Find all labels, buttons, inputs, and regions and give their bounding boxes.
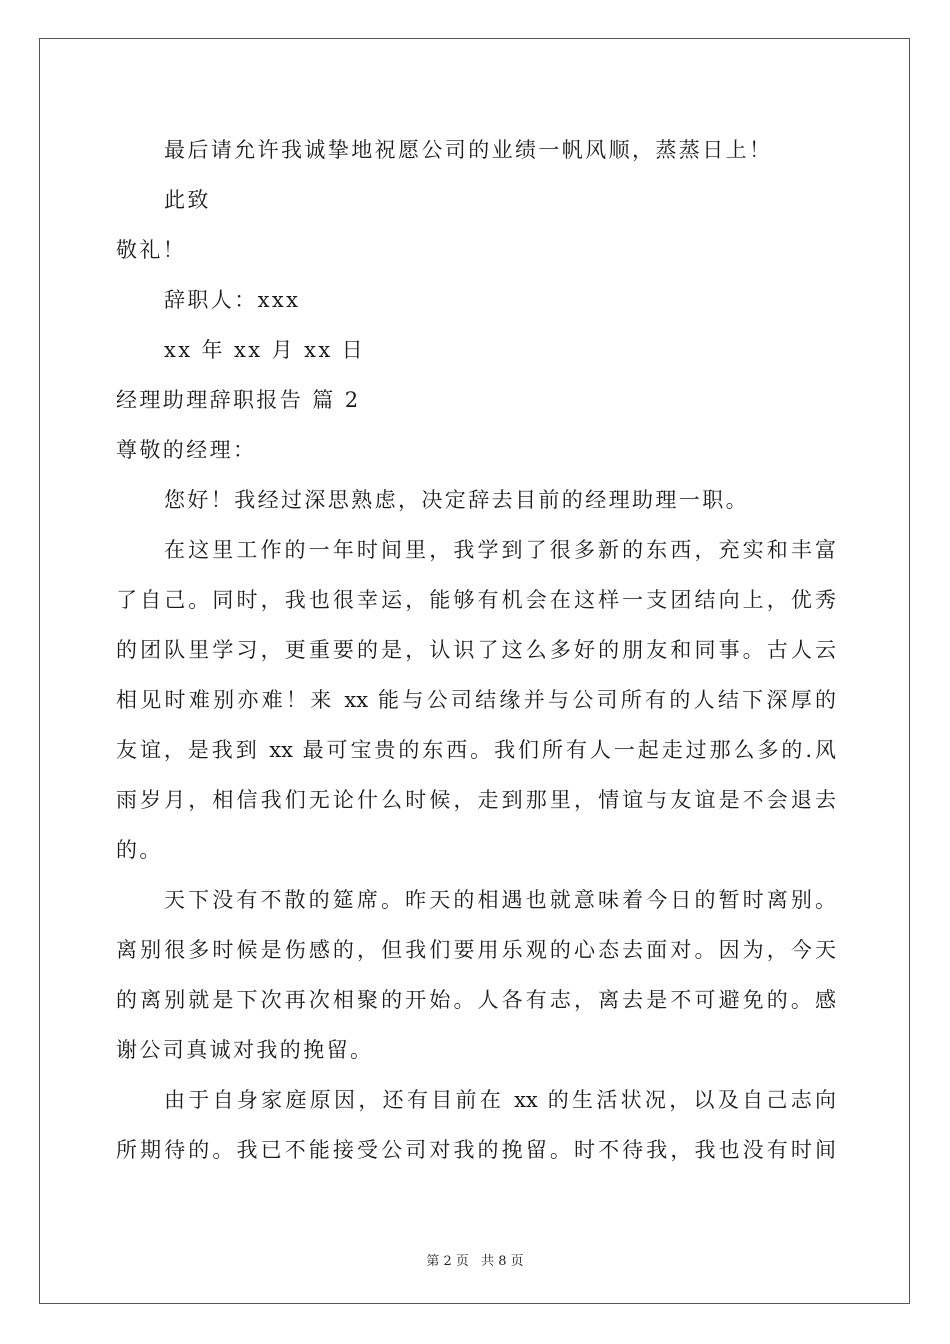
text-line: 经理助理辞职报告 篇 2 [116,388,361,412]
text-line: 所期待的。我已不能接受公司对我的挽留。时不待我，我也没有时间 [116,1138,836,1162]
text-line: 谢公司真诚对我的挽留。 [116,1038,374,1062]
text-line: 的。 [116,838,163,862]
page-number: 第 2 页 [426,1254,469,1269]
text-line: 在这里工作的一年时间里，我学到了很多新的东西，充实和丰富 [164,538,836,562]
text-line: 了自己。同时，我也很幸运，能够有机会在这样一支团结向上，优秀 [116,588,836,612]
text-line: 敬礼！ [116,238,187,262]
text-line: 的团队里学习，更重要的是，认识了这么多好的朋友和同事。古人云 [116,638,836,662]
text-line: 雨岁月，相信我们无论什么时候，走到那里，情谊与友谊是不会退去 [116,788,836,812]
text-line: 由于自身家庭原因，还有目前在 xx 的生活状况，以及自己志向 [164,1088,836,1112]
text-line: 最后请允许我诚挚地祝愿公司的业绩一帆风顺，蒸蒸日上！ [164,138,773,162]
text-line: 天下没有不散的筵席。昨天的相遇也就意味着今日的暂时离别。 [164,888,836,912]
text-line: 友谊，是我到 xx 最可宝贵的东西。我们所有人一起走过那么多的.风 [116,738,836,762]
text-line: 离别很多时候是伤感的，但我们要用乐观的心态去面对。因为，今天 [116,938,836,962]
page-footer [0,1250,950,1269]
text-line: 您好！我经过深思熟虑，决定辞去目前的经理助理一职。 [164,488,749,512]
text-line: 此致 [164,188,211,212]
text-line: xx 年 xx 月 xx 日 [164,338,366,362]
text-line: 相见时难别亦难！来 xx 能与公司结缘并与公司所有的人结下深厚的 [116,688,836,712]
page-total: 共 8 页 [481,1254,524,1269]
document-body [116,125,836,1175]
text-line: 辞职人：xxx [164,288,301,312]
text-line: 的离别就是下次再次相聚的开始。人各有志，离去是不可避免的。感 [116,988,836,1012]
text-line: 尊敬的经理： [116,438,257,462]
